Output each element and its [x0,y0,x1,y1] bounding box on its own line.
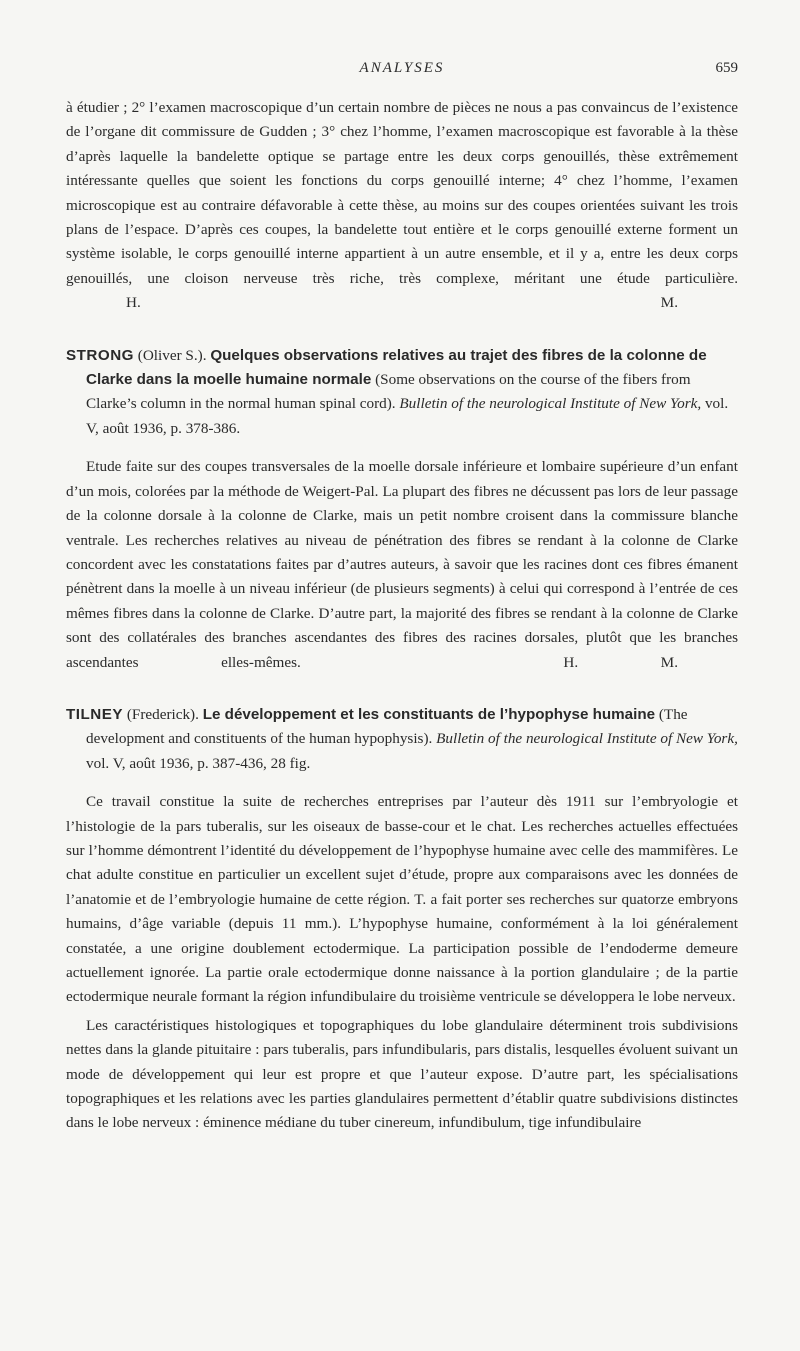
author-name: TILNEY [66,705,124,723]
running-title: ANALYSES [359,60,445,76]
author-given: (Oliver S.). [137,346,207,364]
review-signature: H. M. [563,653,678,671]
intro-paragraph [66,96,738,316]
journal-name: Bulletin of the neurological Institute of New York, [399,395,702,413]
author-given: (Frederick). [126,705,199,723]
citation-tilney [66,703,738,776]
citation-details: vol. V, août 1936, p. 387-436, 28 fig. [86,754,311,772]
review-paragraph: Les caractéristiques histologiques et topographiques du lobe glandulaire déterminent trois subdivisions nettes dans la glande pituitaire : pars tuberalis, pars infundibularis, pars distalis, lesquelles évoluent suivant un mode de développement qui leur est propre et que l’auteur expose. D’autre part, les spécialisations topographiques et les relations avec les parties glandulaires permettent d’établir quatre subdivisions distinctes dans le lobe nerveux : éminence médiane du tuber cinereum, infundibulum, tige infundibulaire [66,1016,738,1132]
citation-details: vol. V, août 1936, p. 378-386. [86,395,729,437]
review-paragraph: Ce travail constitue la suite de recherches entreprises par l’auteur dès 1911 sur l’embryologie et l’histologie de la pars tuberalis, sur les oiseaux de basse-cour et le chat. Les recherches actuelles effectuées sur l’homme démontrent l’identité du développement de l’hypophyse humaine avec celle des mammifères. Le chat adulte constitue en particulier un excellent sujet d’étude, propre aux comparaisons avec les données de l’anatomie et de l’embryologie humaine de cette région. T. a fait porter ses recherches sur quatorze embryons humains, d’âge variable (depuis 11 mm.). L’hypophyse humaine, conformément à la loi généralement constatée, a une origine doublement ectodermique. La participation possible de l’endoderme demeure actuellement ignorée. La partie orale ectodermique donne naissance à la portion glandulaire ; de la partie ectodermique neurale formant la région infundibulaire du troisième ventricule se développera le lobe nerveux. [66,793,738,1006]
citation-strong [66,344,738,442]
review-text: Etude faite sur des coupes transversales de la moelle dorsale inférieure et lombaire supérieure d’un enfant d’un mois, colorées par la méthode de Weigert-Pal. La plupart des fibres ne décussent pas lors de leur passage de la colonne dorsale à la colonne de Clarke, mais un petit nombre croisent dans la commissure blanche ventrale. Les recherches relatives au niveau de pénétration des fibres se rendant à la colonne de Clarke concordent avec les constatations faites par d’autres auteurs, à savoir que les racines dont ces fibres émanent pénètrent dans la moelle à un niveau inférieur (de plusieurs segments) à celui qui correspond à l’entrée de ces mêmes fibres dans la colonne de Clarke. D’autre part, la majorité des fibres se rendant à la colonne de Clarke sont des collatérales des branches ascendantes des fibres des racines dorsales, plutôt que les branches ascendantes elles-mêmes. [66,458,738,671]
page-header [66,60,738,82]
review-paragraph [66,455,738,675]
page-number: 659 [715,60,738,76]
article-translation: (The development and constituents of the human hypophysis). [86,705,688,748]
intro-signature: H. M. [126,294,678,312]
journal-name: Bulletin of the neurological Institute of New York, [436,730,738,748]
article-title: Le développement et les constituants de l’hypophyse humaine [202,705,656,723]
intro-text: à étudier ; 2° l’examen macroscopique d’un certain nombre de pièces ne nous a pas convaincus de l’existence de l’organe dit commissure de Gudden ; 3° chez l’homme, l’examen macroscopique est favorable à la thèse d’après laquelle la bandelette optique se partage entre les deux corps genouillés, thèse extrêmement intéressante quelles que soient les fonctions du corps genouillé interne; 4° chez l’homme, l’examen microscopique est au contraire défavorable à cette thèse, au moins sur des coupes orientées suivant les trois plans de l’espace. D’après ces coupes, la bandelette tout entière et le corps genouillé externe forment un système isolable, le corps genouillé interne appartient à un autre ensemble, et il y a, entre les deux corps genouillés, une cloison nerveuse très riche, très complexe, méritant une étude particulière. [66,99,738,287]
review-entry-tilney [66,703,738,1136]
page-body [66,96,738,1136]
author-name: STRONG [66,346,134,364]
intro-review [66,96,738,316]
review-entry-strong [66,344,738,675]
article-title: Quelques observations relatives au trajet des fibres de la colonne de Clarke dans la moelle humaine normale [86,346,707,389]
article-translation: (Some observations on the course of the fibers from Clarke’s column in the normal human spinal cord). [86,371,691,413]
